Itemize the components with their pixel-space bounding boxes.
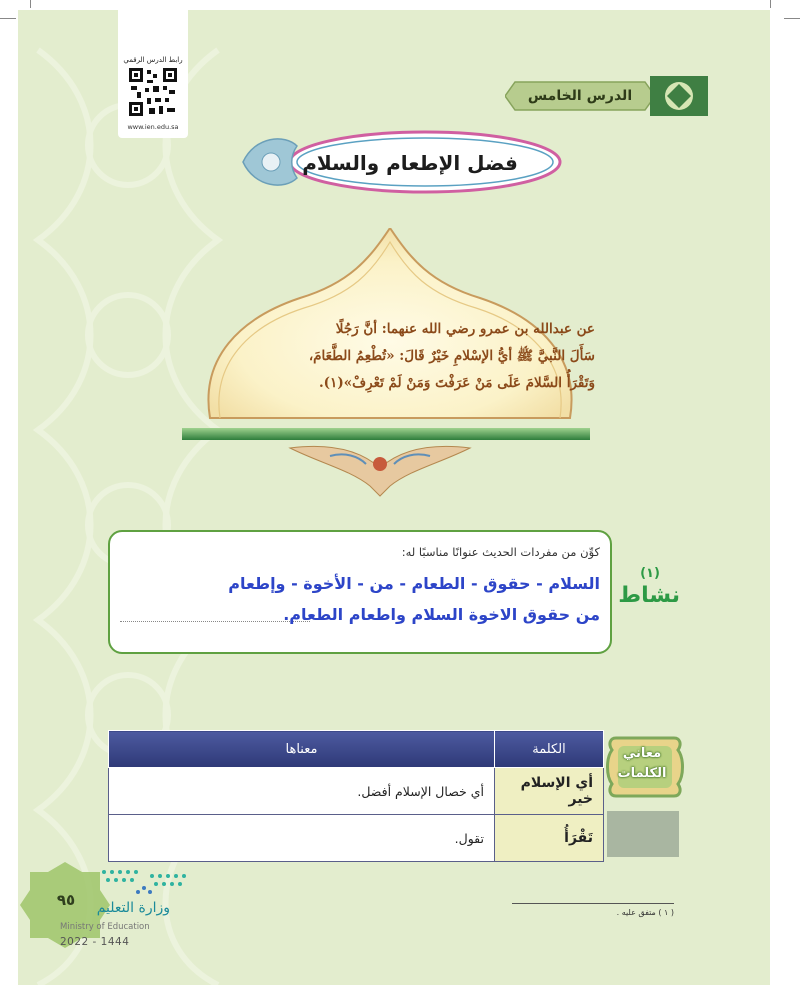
vocab-word: أي الإسلام خير [495, 768, 604, 815]
vocab-side-strip [607, 811, 679, 857]
vocab-word: تَقْرَأُ [495, 815, 604, 862]
qr-label: رابط الدرس الرقمي [123, 56, 183, 64]
activity-instruction: كوِّن من مفردات الحديث عنوانًا مناسبًا له: [401, 545, 600, 559]
vocab-meaning: أي خصال الإسلام أفضل. [109, 768, 495, 815]
qr-code-icon[interactable] [129, 68, 177, 116]
header-word: الكلمة [495, 731, 604, 768]
activity-word: نشاط [618, 583, 680, 608]
crop-mark [30, 0, 31, 8]
footnote-separator [512, 903, 674, 904]
table-row [109, 815, 604, 862]
vocab-badge-label: معاني الكلمات [617, 746, 667, 781]
page-number: ٩٥ [56, 891, 76, 909]
ministry-logo-icon [98, 866, 190, 898]
qr-url: www.ien.edu.sa [127, 123, 179, 131]
crop-mark [0, 18, 16, 19]
activity-answer-sentence[interactable]: من حقوق الاخوة السلام واطعام الطعام. [283, 605, 600, 624]
ministry-name-arabic: وزارة التعليم [96, 900, 170, 916]
activity-label [620, 566, 680, 626]
lesson-title: فضل الإطعام والسلام [302, 151, 518, 175]
crop-mark [784, 18, 800, 19]
footnote: ( ١ ) متفق عليه . [616, 908, 674, 917]
hadith-line: وَتَقْرَأُ السَّلامَ عَلَى مَنْ عَرَفْتَ وَمَنْ لَمْ تَعْرِفْ»(١). [318, 375, 595, 391]
edition-year: 2022 - 1444 [60, 936, 130, 948]
hadith-line: عن عبدالله بن عمرو رضي الله عنهما: أنَّ رَجُلًا [335, 321, 595, 337]
qr-link-box[interactable] [118, 10, 188, 138]
hadith-line: سَأَلَ النَّبيَّ ﷺ أيُّ الإسْلامِ خَيْرٌ قَالَ: «تُطْعِمُ الطَّعَامَ، [308, 348, 595, 364]
ministry-name-english: Ministry of Education [60, 922, 150, 932]
vocab-meaning: تقول. [109, 815, 495, 862]
activity-number: (١) [640, 566, 660, 581]
hadith-text [215, 316, 595, 400]
vocab-table [108, 730, 604, 862]
vocab-header-row [109, 731, 604, 768]
crop-mark [770, 0, 771, 8]
activity-answer-words[interactable]: السلام - حقوق - الطعام - من - الأخوة - وإطعام [228, 574, 600, 593]
header-meaning: معناها [109, 731, 495, 768]
lesson-number-label: الدرس الخامس [527, 88, 633, 104]
table-row [109, 768, 604, 815]
